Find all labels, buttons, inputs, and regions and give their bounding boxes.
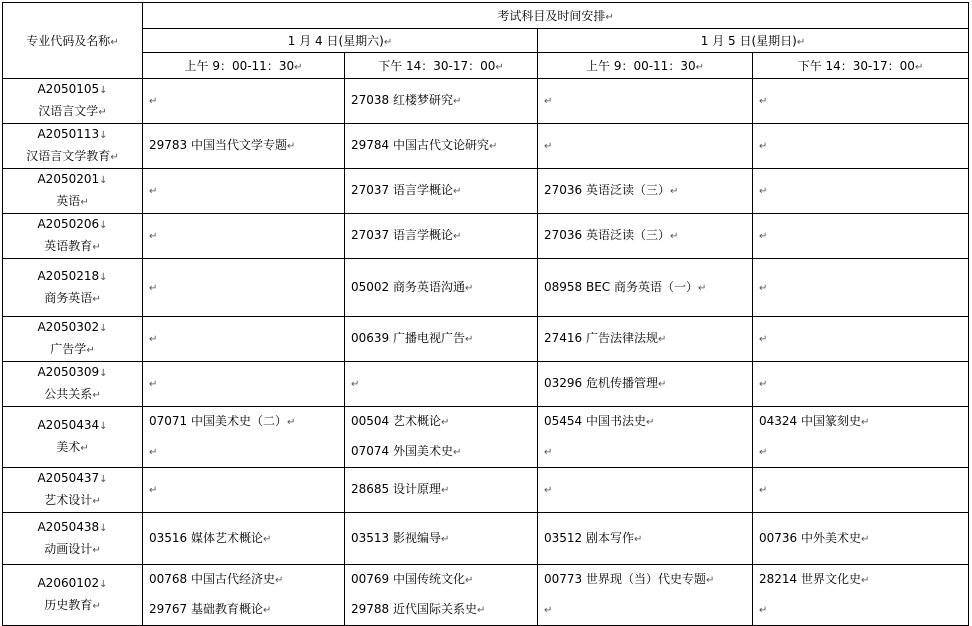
course-entry: 00639 广播电视广告 [351, 331, 465, 345]
major-code: A2050105 [37, 82, 100, 96]
major-name: 公共关系 [44, 387, 93, 401]
table-row [3, 259, 969, 317]
table-row [3, 169, 969, 214]
major-code: A2060102 [37, 576, 100, 590]
major-name: 广告学 [50, 342, 87, 356]
table-row [3, 317, 969, 362]
course-entry: 00504 艺术概论 [351, 414, 441, 428]
time-slot-header: 上午 9：00-11：30↵ [143, 53, 345, 79]
course-entry: 00769 中国传统文化 [351, 572, 465, 586]
course-entry: 27037 语言学概论 [351, 228, 453, 242]
major-code: A2050309 [37, 365, 100, 379]
major-name: 商务英语 [44, 290, 93, 305]
major-cell: A2050206↓ 英语教育↵ [3, 214, 143, 259]
course-entry: 07074 外国美术史 [351, 444, 453, 458]
major-name: 动画设计 [44, 541, 93, 556]
course-entry: 28214 世界文化史 [759, 572, 861, 586]
major-code: A2050437 [37, 471, 100, 485]
course-entry: 04324 中国篆刻史 [759, 414, 861, 428]
major-cell: A2050438↓ 动画设计↵ [3, 513, 143, 565]
header-row-days [3, 29, 969, 53]
major-cell: A2050113↓ 汉语言文学教育↵ [3, 124, 143, 169]
course-cell: 08958 BEC 商务英语（一）↵ [538, 259, 753, 317]
time-slot-header: 下午 14：30-17：00↵ [345, 53, 538, 79]
course-cell: 03512 剧本写作↵ [538, 513, 753, 565]
course-cell: ↵ [143, 214, 345, 259]
course-entry: 05002 商务英语沟通 [351, 279, 465, 294]
major-code: A2050434 [37, 418, 100, 432]
table-row [3, 407, 969, 468]
exam-schedule-table [2, 2, 969, 626]
major-cell: A2050309↓ 公共关系↵ [3, 362, 143, 407]
course-cell: 00639 广播电视广告↵ [345, 317, 538, 362]
course-entry: 05454 中国书法史 [544, 414, 646, 428]
course-cell: 00769 中国传统文化↵ 29788 近代国际关系史↵ [345, 565, 538, 626]
course-cell: ↵ [753, 317, 969, 362]
day-header: 1 月 5 日(星期日)↵ [538, 29, 969, 53]
course-cell: ↵ [753, 468, 969, 513]
course-cell: ↵ [143, 468, 345, 513]
major-name: 艺术设计 [44, 493, 93, 507]
major-name: 汉语言文学 [38, 104, 99, 118]
major-code: A2050438 [37, 519, 100, 534]
course-cell: 27036 英语泛读（三）↵ [538, 214, 753, 259]
course-entry: 08958 BEC 商务英语（一） [544, 279, 698, 294]
table-row [3, 565, 969, 626]
course-cell: 05002 商务英语沟通↵ [345, 259, 538, 317]
major-name: 英语 [56, 194, 81, 208]
course-entry: 00773 世界现（当）代史专题 [544, 572, 706, 586]
course-cell: 04324 中国篆刻史↵ ↵ [753, 407, 969, 468]
course-cell: 27038 红楼梦研究↵ [345, 79, 538, 124]
course-cell: ↵ [538, 79, 753, 124]
course-cell: 03516 媒体艺术概论↵ [143, 513, 345, 565]
course-entry: 29784 中国古代文论研究 [351, 138, 489, 152]
course-entry: 03512 剧本写作 [544, 530, 634, 545]
course-cell: 07071 中国美术史（二）↵ ↵ [143, 407, 345, 468]
day-header: 1 月 4 日(星期六)↵ [143, 29, 538, 53]
major-cell: A2050218↓ 商务英语↵ [3, 259, 143, 317]
course-cell: 28214 世界文化史↵ ↵ [753, 565, 969, 626]
course-cell: 27036 英语泛读（三）↵ [538, 169, 753, 214]
course-cell: ↵ [753, 259, 969, 317]
major-code: A2050302 [37, 320, 100, 334]
major-name: 汉语言文学教育 [26, 149, 111, 163]
course-entry: 27036 英语泛读（三） [544, 228, 670, 242]
course-entry: 27416 广告法律法规 [544, 331, 658, 345]
table-row [3, 79, 969, 124]
table-row [3, 124, 969, 169]
major-column-header: 专业代码及名称↵ [3, 3, 143, 79]
major-code: A2050206 [37, 217, 100, 231]
course-cell: ↵ [753, 169, 969, 214]
table-row [3, 362, 969, 407]
course-cell: ↵ [143, 79, 345, 124]
course-cell: 27037 语言学概论↵ [345, 169, 538, 214]
course-cell: ↵ [143, 362, 345, 407]
course-cell: ↵ [143, 259, 345, 317]
course-entry: 28685 设计原理 [351, 482, 441, 496]
course-cell: ↵ [753, 362, 969, 407]
table-row [3, 468, 969, 513]
time-slot-header: 下午 14：30-17：00↵ [753, 53, 969, 79]
course-entry: 03516 媒体艺术概论 [149, 530, 263, 545]
course-cell: 00504 艺术概论↵ 07074 外国美术史↵ [345, 407, 538, 468]
course-entry: 29788 近代国际关系史 [351, 602, 477, 616]
course-entry: 00736 中外美术史 [759, 530, 861, 545]
course-cell: 03296 危机传播管理↵ [538, 362, 753, 407]
course-cell: 28685 设计原理↵ [345, 468, 538, 513]
course-cell: 03513 影视编导↵ [345, 513, 538, 565]
time-slot-header: 上午 9：00-11：30↵ [538, 53, 753, 79]
table-row [3, 214, 969, 259]
course-entry: 27036 英语泛读（三） [544, 183, 670, 197]
course-cell: ↵ [753, 214, 969, 259]
course-cell: ↵ [538, 468, 753, 513]
major-cell: A2050105↓ 汉语言文学↵ [3, 79, 143, 124]
course-cell: 00768 中国古代经济史↵ 29767 基础教育概论↵ [143, 565, 345, 626]
course-cell: 00736 中外美术史↵ [753, 513, 969, 565]
major-cell: A2050201↓ 英语↵ [3, 169, 143, 214]
course-cell: ↵ [538, 124, 753, 169]
major-cell: A2050434↓ 美术↵ [3, 407, 143, 468]
header-row-title [3, 3, 969, 29]
course-cell: ↵ [753, 124, 969, 169]
course-cell: ↵ [753, 79, 969, 124]
course-cell: 27037 语言学概论↵ [345, 214, 538, 259]
major-code: A2050113 [37, 127, 100, 141]
course-cell: 05454 中国书法史↵ ↵ [538, 407, 753, 468]
course-entry: 29783 中国当代文学专题 [149, 138, 287, 152]
course-cell: ↵ [143, 317, 345, 362]
course-entry: 29767 基础教育概论 [149, 602, 263, 616]
major-cell: A2050302↓ 广告学↵ [3, 317, 143, 362]
course-cell: ↵ [143, 169, 345, 214]
course-cell: ↵ [345, 362, 538, 407]
course-entry: 03513 影视编导 [351, 530, 441, 545]
course-entry: 27037 语言学概论 [351, 183, 453, 197]
course-entry: 00768 中国古代经济史 [149, 572, 275, 586]
course-cell: 29783 中国当代文学专题↵ [143, 124, 345, 169]
major-code: A2050218 [37, 268, 100, 283]
major-name: 英语教育 [44, 239, 93, 253]
course-cell: 00773 世界现（当）代史专题↵ ↵ [538, 565, 753, 626]
major-code: A2050201 [37, 172, 100, 186]
exam-title-header: 考试科目及时间安排↵ [143, 3, 969, 29]
course-cell: 29784 中国古代文论研究↵ [345, 124, 538, 169]
header-row-slots [3, 53, 969, 79]
table-row [3, 513, 969, 565]
course-cell: 27416 广告法律法规↵ [538, 317, 753, 362]
major-name: 历史教育 [44, 598, 93, 612]
major-cell: A2050437↓ 艺术设计↵ [3, 468, 143, 513]
course-entry: 03296 危机传播管理 [544, 376, 658, 390]
major-name: 美术 [56, 440, 81, 454]
major-cell: A2060102↓ 历史教育↵ [3, 565, 143, 626]
course-entry: 27038 红楼梦研究 [351, 93, 453, 107]
course-entry: 07071 中国美术史（二） [149, 414, 287, 428]
